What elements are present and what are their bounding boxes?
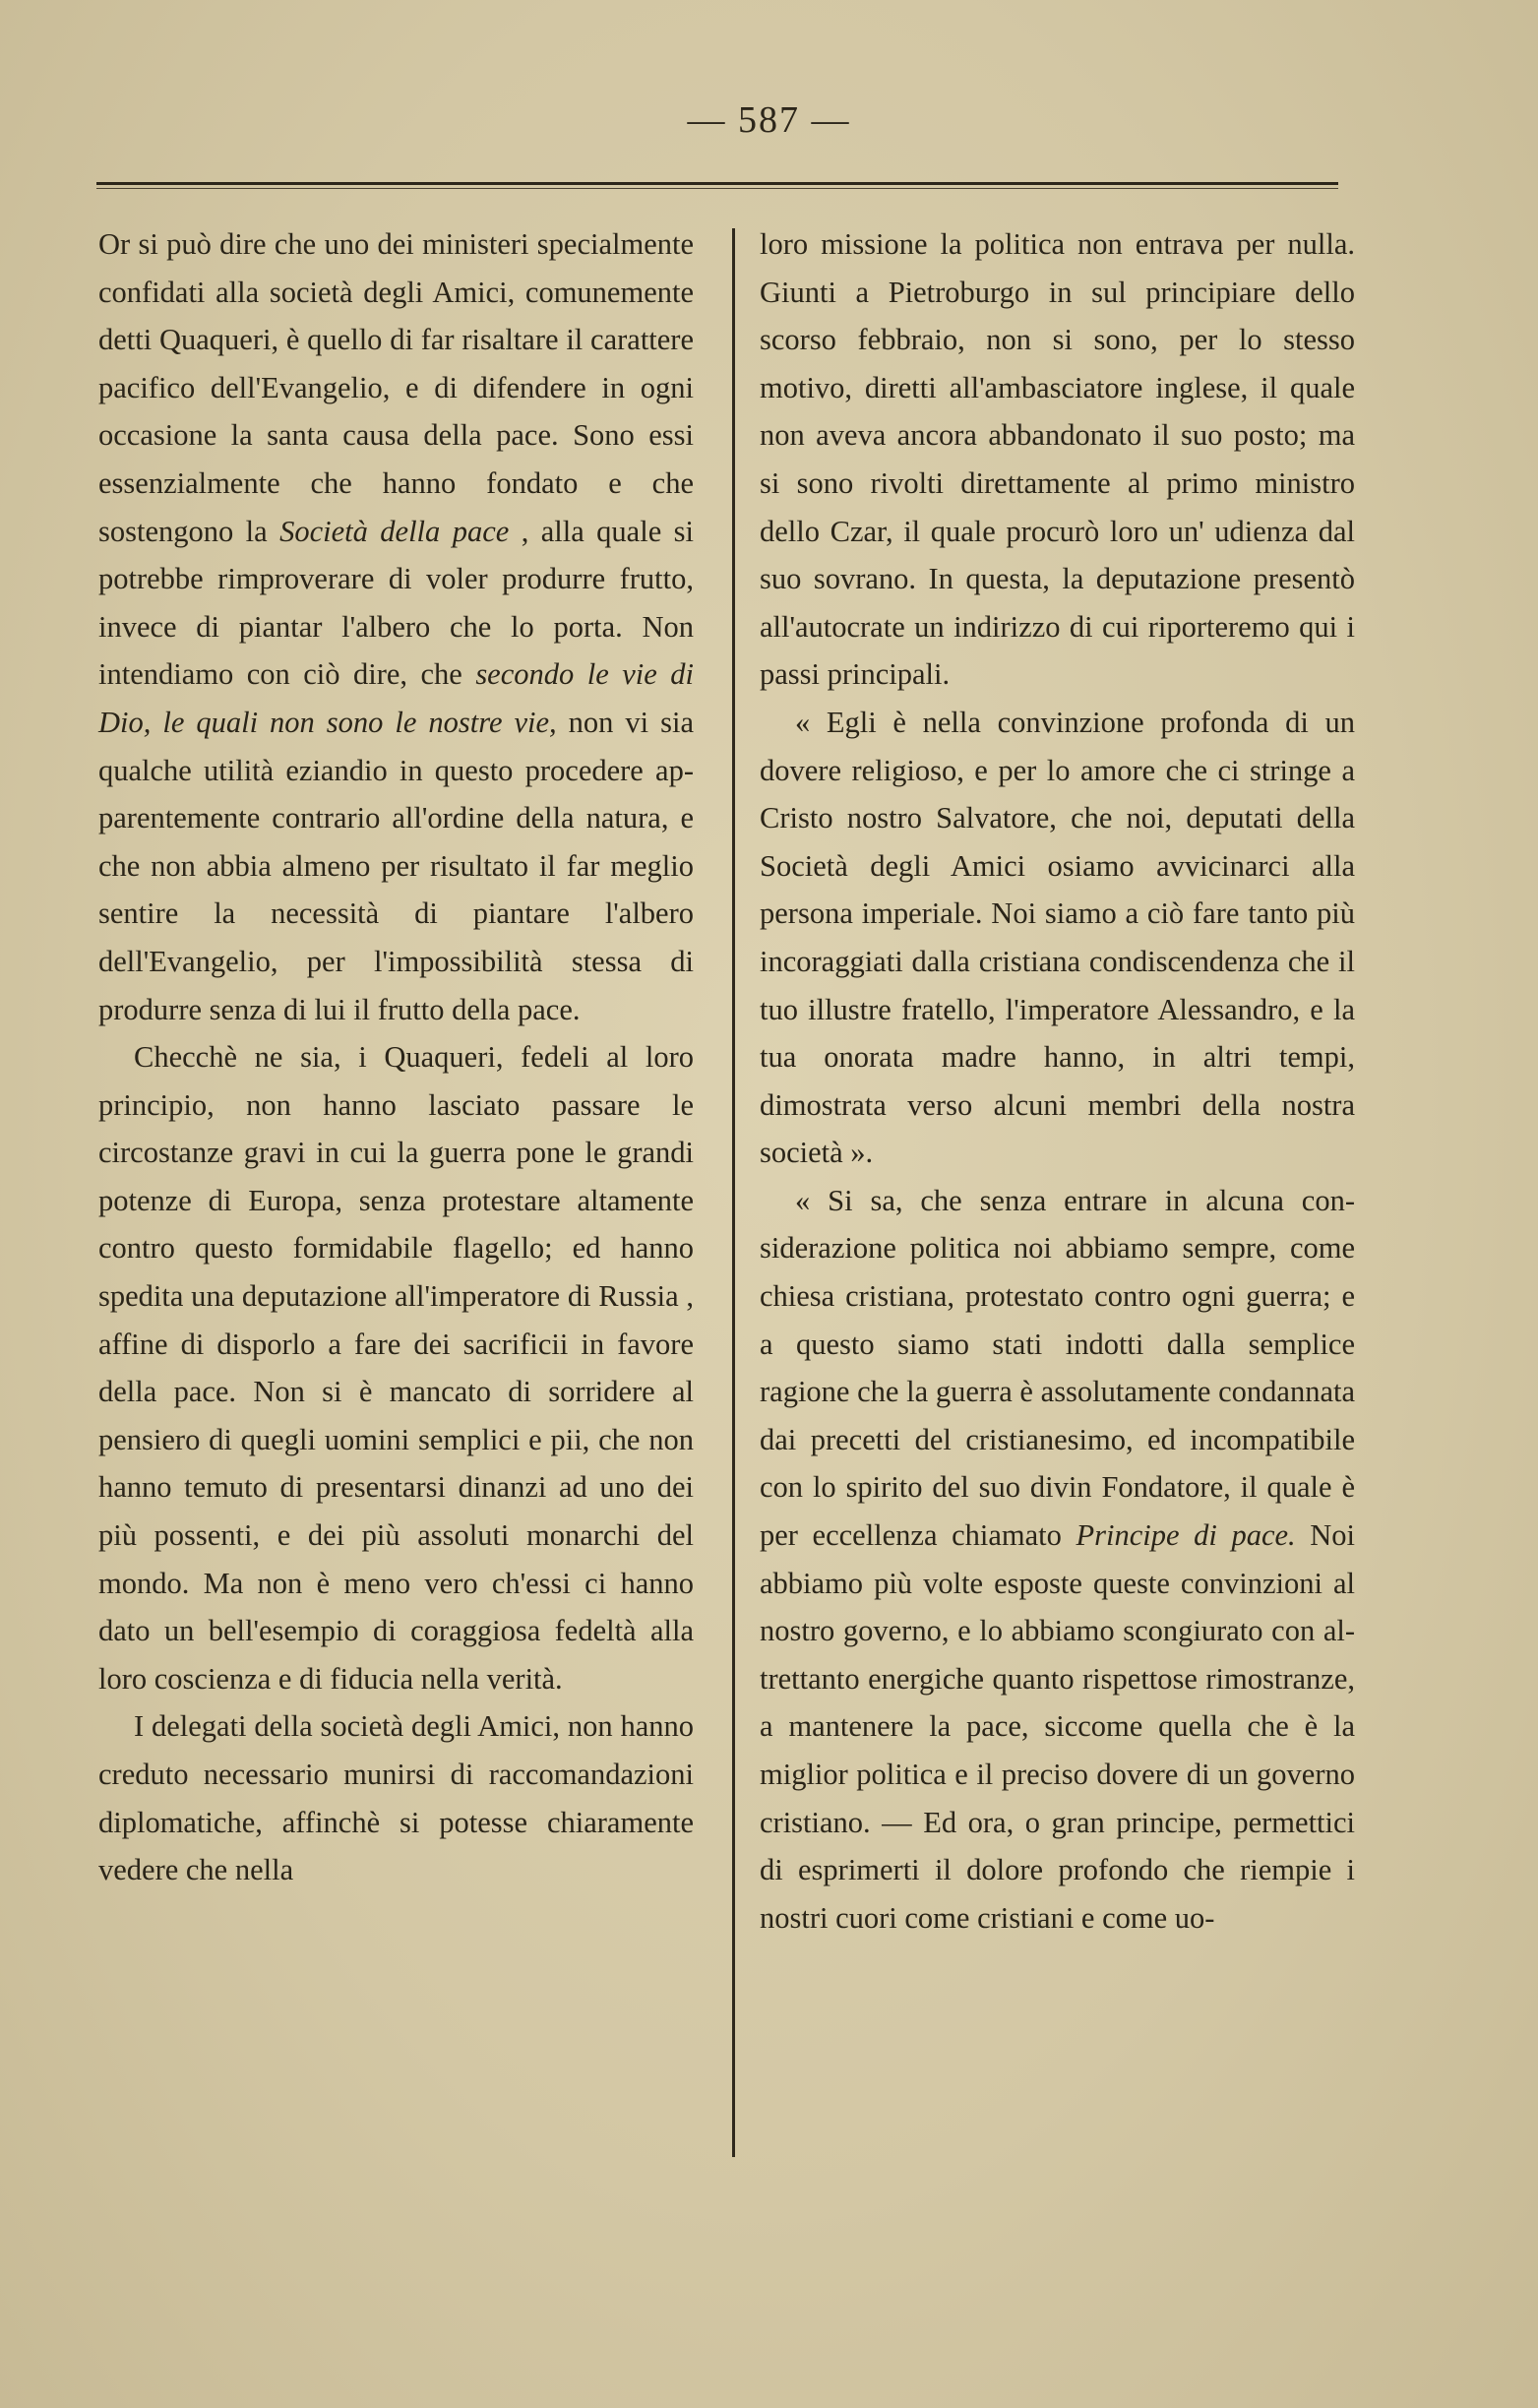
left-paragraph-3: I delegati della società degli Amici, non hanno creduto necessario munirsi di raccomandazioni diplomatiche, affinchè si potesse chiaramente vedere che nella — [98, 1709, 694, 1887]
text-run: non vi sia qualche utilità eziandio in questo procedere apparentemente contrario all'ordine della natura, e che non abbia almeno per risultato il far meglio sentire la necessità di piantare l'albero dell'Evangelio, per l'impossibilità stessa di produrre senza di lui il frutto della pace. — [98, 705, 694, 1026]
text-run: , alla quale si potrebbe rimproverare di voler produrre frutto, invece di piantar l'albero che lo porta. Non intendiamo con ciò dire, che — [98, 514, 694, 692]
right-paragraph-1: loro missione la politica non entrava per nulla. Giunti a Pietroburgo in sul principiare dello scorso febbraio, non si sono, per lo stesso motivo, diretti all'ambasciatore inglese, il quale non aveva ancora abbandonato il suo posto; ma si sono rivolti direttamente al primo ministro dello Czar, il quale procurò loro un' udienza dal suo sovrano. In questa, la deputazione presentò all'autocrate un indirizzo di cui riporteremo qui i passi principali. — [760, 227, 1355, 692]
italic-run: Società della pace — [279, 514, 510, 548]
header-rule — [96, 182, 1338, 185]
italic-run: secondo le vie di Dio, le quali non sono le nostre vie, — [98, 657, 694, 739]
column-divider — [732, 228, 735, 2157]
italic-run: Principe di pace. — [1076, 1518, 1296, 1553]
left-paragraph-1 — [98, 220, 694, 1033]
right-column — [760, 220, 1355, 1942]
right-paragraph-3 — [760, 1177, 1355, 1943]
page-number: — 587 — — [687, 99, 851, 141]
text-run: « Si sa, che senza entrare in alcuna considerazione politica noi abbiamo sempre, come chiesa cristiana, protestato contro ogni guerra; e a questo siamo stati indotti dalla semplice ragione che la guerra è assolutamente condannata dai precetti del cristianesimo, ed incompatibile con lo spirito del suo divin Fondatore, il quale è per eccellenza chiamato — [760, 1183, 1355, 1553]
left-column — [98, 220, 694, 1894]
text-run: Or si può dire che uno dei ministeri specialmente confidati alla società degli Amici, comunemente detti Quaqueri, è quello di far risaltare il carattere pacifico dell'Evangelio, e di difendere in ogni occasione la santa causa della pace. Sono essi essenzialmente che hanno fondato e che sostengono la — [98, 227, 694, 548]
left-paragraph-2: Checchè ne sia, i Quaqueri, fedeli al loro principio, non hanno lasciato passare le circostanze gravi in cui la guerra pone le grandi potenze di Europa, senza protestare altamente contro questo formidabile flagello; ed hanno spedita una deputazione all'imperatore di Russia , affine di disporlo a fare dei sacrificii in favore della pace. Non si è mancato di sorridere al pensiero di quegli uomini semplici e pii, che non hanno temuto di presentarsi dinanzi ad uno dei più possenti, e dei più assoluti monarchi del mondo. Ma non è meno vero ch'essi ci hanno dato un bell'esempio di coraggiosa fedeltà alla loro coscienza e di fiducia nella verità. — [98, 1040, 694, 1696]
right-paragraph-2: « Egli è nella convinzione profonda di un dovere religioso, e per lo amore che ci stringe a Cristo nostro Salvatore, che noi, deputati della Società degli Amici osiamo avvicinarci alla persona imperiale. Noi siamo a ciò fare tanto più incoraggiati dalla cristiana condiscendenza che il tuo illustre fratello, l'imperatore Alessandro, e la tua onorata madre hanno, in altri tempi, dimostrata verso alcuni membri della nostra società ». — [760, 705, 1355, 1170]
text-run: Noi abbiamo più volte esposte queste convinzioni al nostro governo, e lo abbiamo scongiurato con altrettanto energiche quanto rispettose rimostranze, a mantenere la pace, siccome quella che è la miglior politica e il preciso dovere di un governo cristiano. — Ed ora, o gran principe, permettici di esprimerti il dolore profondo che riempie i nostri cuori come cristiani e come uo- — [760, 1518, 1356, 1935]
